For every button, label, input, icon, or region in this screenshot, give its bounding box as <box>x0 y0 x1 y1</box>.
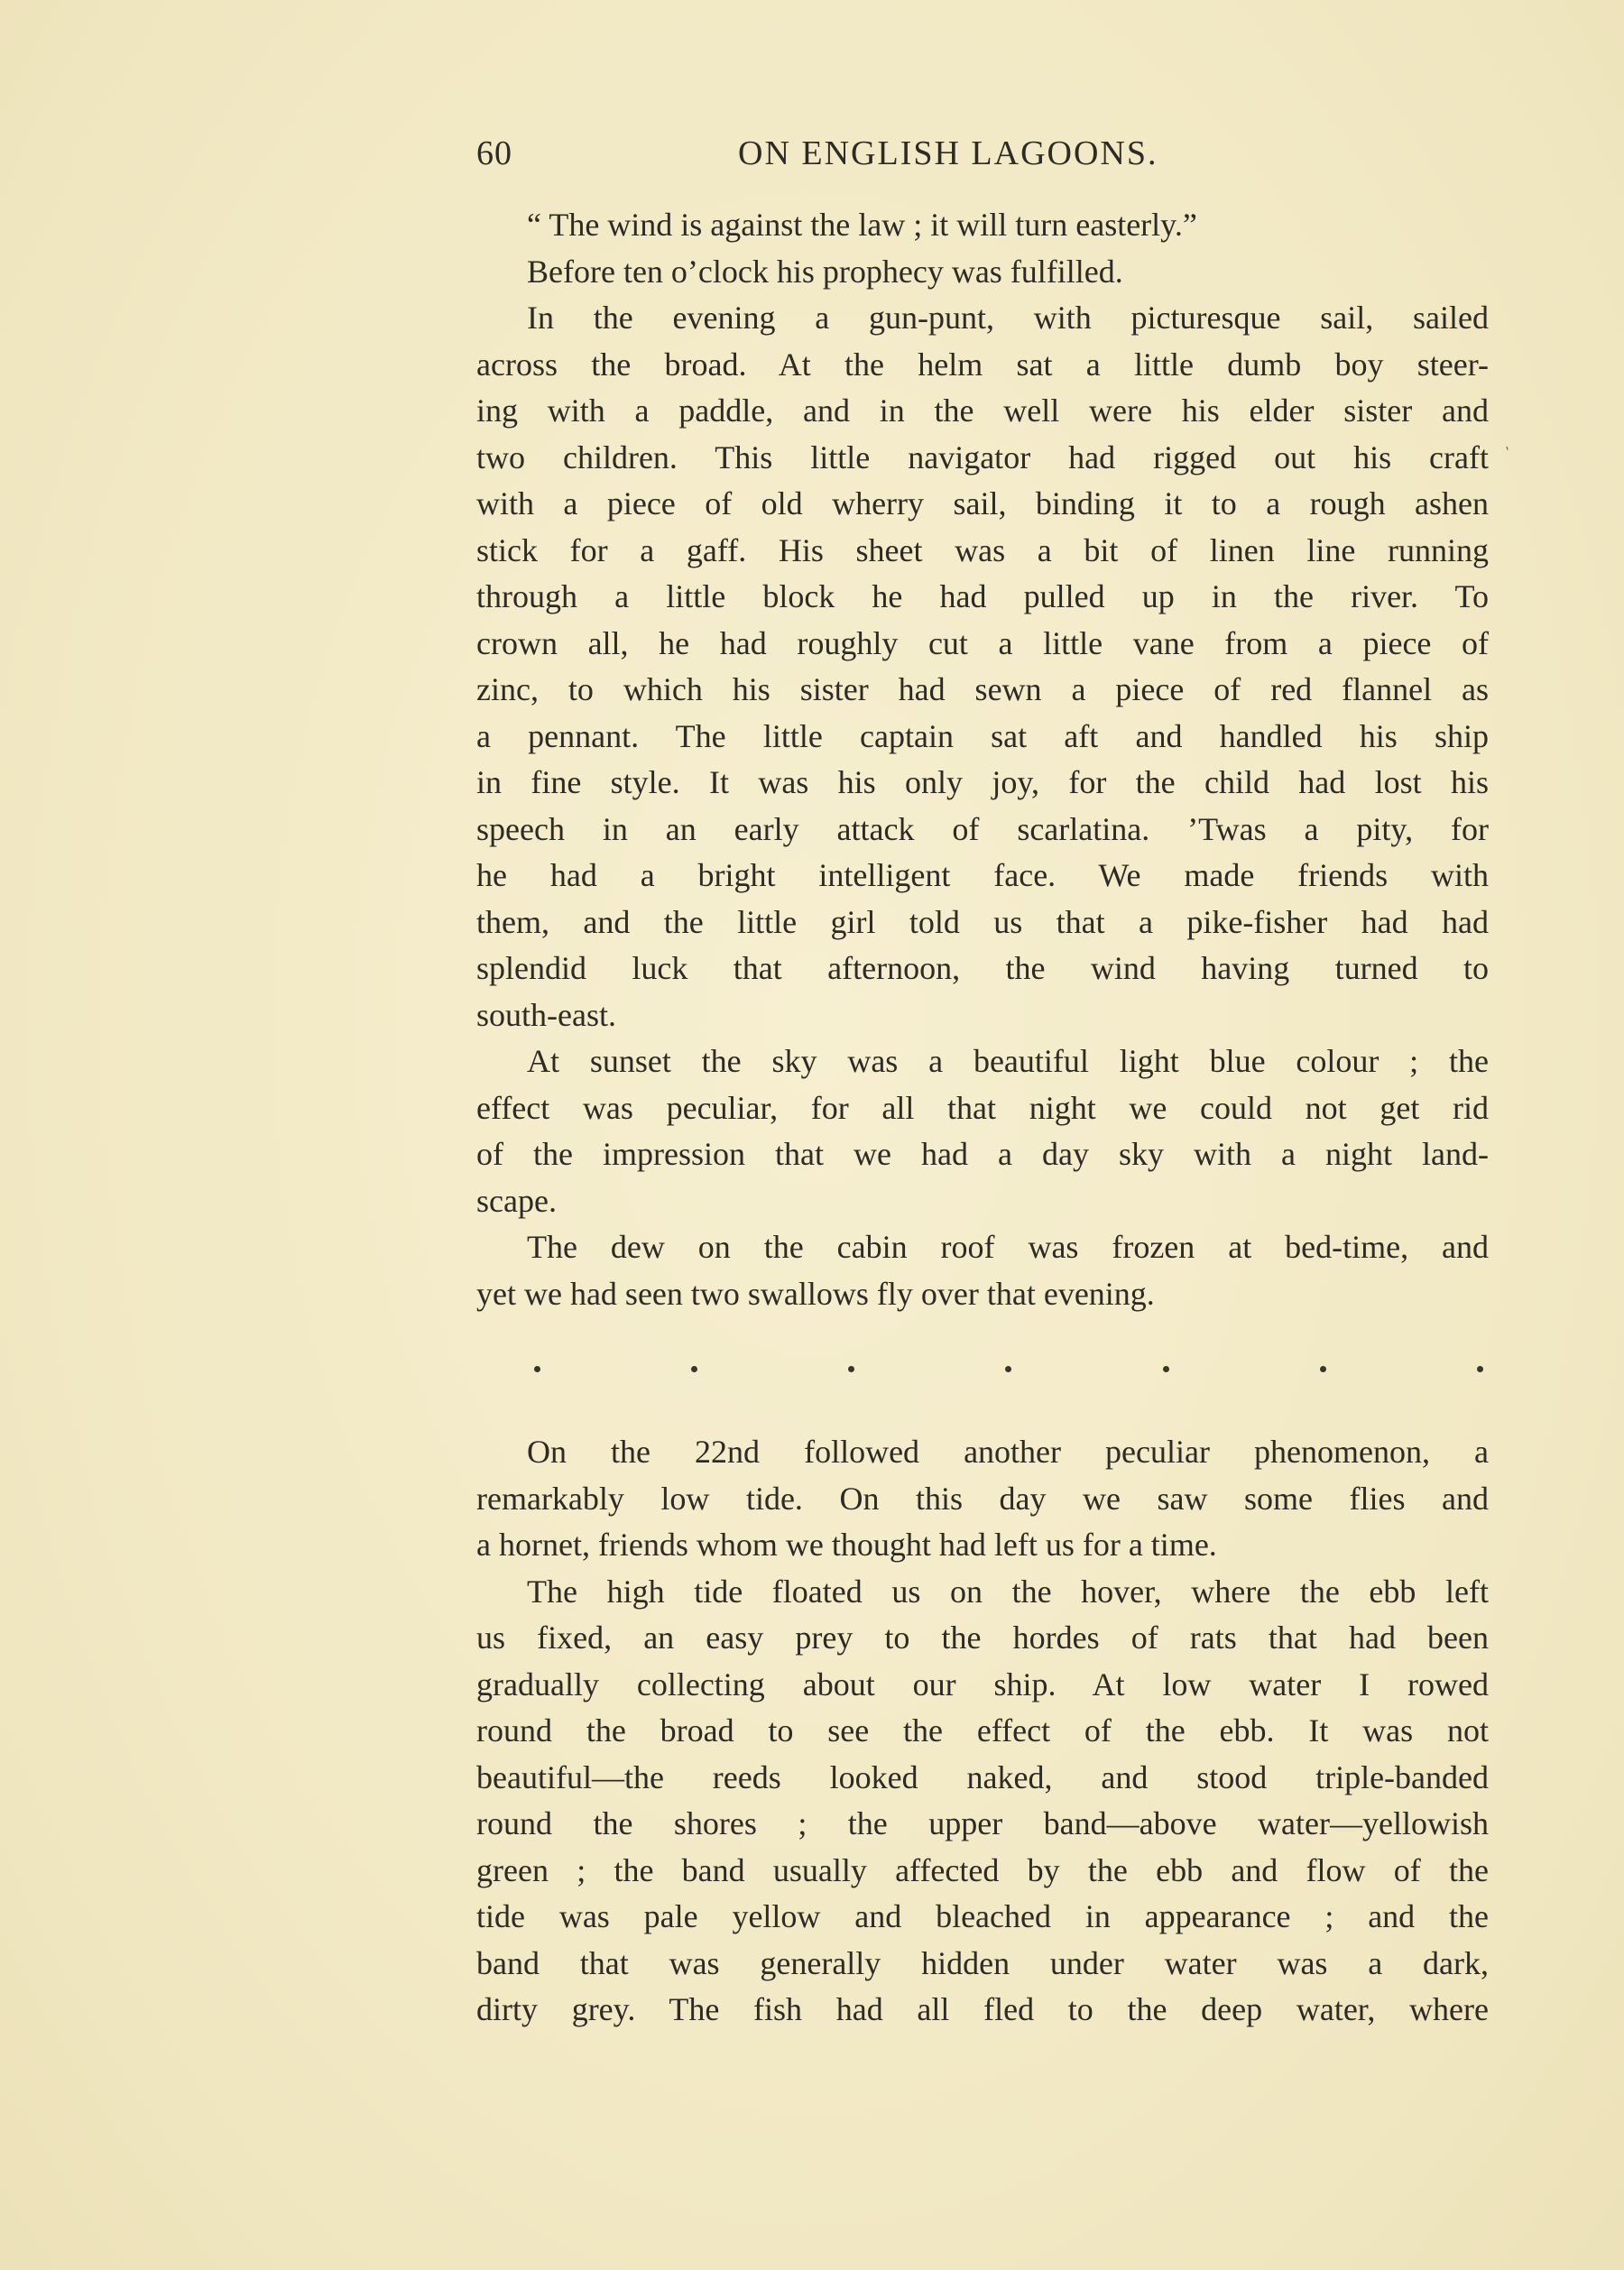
text-line: he had a bright intelligent face. We made friends with <box>476 857 1489 893</box>
dot <box>691 1366 697 1372</box>
dot <box>1320 1366 1326 1372</box>
text-line: beautiful—the reeds looked naked, and stood triple-banded <box>476 1758 1489 1795</box>
text-line: crown all, he had roughly cut a little vane from a piece of <box>476 624 1489 661</box>
body-text <box>476 202 1489 2034</box>
text-line: south-east. <box>476 996 616 1033</box>
text-line: In the evening a gun-punt, with picturesque sail, sailed <box>527 300 1489 336</box>
text-line: through a little block he had pulled up in the river. To <box>476 578 1489 614</box>
page-number: 60 <box>476 134 512 172</box>
text-line: The dew on the cabin roof was frozen at bed-time, and <box>527 1229 1489 1265</box>
text-line: green ; the band usually affected by the ebb and flow of the <box>476 1851 1489 1888</box>
dot <box>1005 1366 1011 1372</box>
text-line: At sunset the sky was a beautiful light blue colour ; the <box>527 1043 1489 1079</box>
dot <box>534 1366 540 1372</box>
text-line: dirty grey. The fish had all fled to the deep water, where <box>476 1991 1489 2027</box>
text-line: across the broad. At the helm sat a little dumb boy steer- <box>476 346 1489 383</box>
text-line: in fine style. It was his only joy, for the child had lost his <box>476 764 1489 800</box>
margin-mark: ˎ <box>1503 430 1521 452</box>
text-line: remarkably low tide. On this day we saw some flies and <box>476 1480 1489 1517</box>
text-line: a hornet, friends whom we thought had left us for a time. <box>476 1527 1217 1563</box>
text-section-after-break <box>476 1429 1489 2034</box>
text-line: two children. This little navigator had rigged out his craft <box>476 438 1489 475</box>
text-line: round the shores ; the upper band—above water—yellowish <box>476 1805 1489 1841</box>
text-line: stick for a gaff. His sheet was a bit of linen line running <box>476 531 1489 568</box>
text-line: On the 22nd followed another peculiar phenomenon, a <box>527 1434 1489 1470</box>
text-line: yet we had seen two swallows fly over that evening. <box>476 1275 1155 1312</box>
text-line: effect was peculiar, for all that night we could not get rid <box>476 1089 1489 1126</box>
text-line: gradually collecting about our ship. At low water I rowed <box>476 1666 1489 1702</box>
text-line: The high tide floated us on the hover, where the ebb left <box>527 1573 1489 1610</box>
text-line: scape. <box>476 1182 557 1219</box>
dot <box>1163 1366 1169 1372</box>
text-line: ing with a paddle, and in the well were his elder sister and <box>476 392 1489 429</box>
text-line: “ The wind is against the law ; it will turn easterly.” <box>527 207 1197 243</box>
text-line: them, and the little girl told us that a pike-fisher had had <box>476 903 1489 940</box>
text-line: band that was generally hidden under water was a dark, <box>476 1944 1489 1981</box>
text-line: speech in an early attack of scarlatina. ’Twas a pity, for <box>476 810 1489 847</box>
text-line: tide was pale yellow and bleached in appearance ; and the <box>476 1898 1489 1934</box>
text-line: a pennant. The little captain sat aft and handled his ship <box>476 717 1489 754</box>
text-line: round the broad to see the effect of the ebb. It was not <box>476 1712 1489 1749</box>
page-header <box>476 134 1489 179</box>
text-line: with a piece of old wherry sail, binding it to a rough ashen <box>476 485 1489 521</box>
running-head: ON ENGLISH LAGOONS. <box>738 134 1158 172</box>
dot <box>1477 1366 1483 1372</box>
section-break-dots <box>476 1328 1489 1409</box>
text-line: Before ten o’clock his prophecy was fulfilled. <box>527 253 1123 290</box>
dot <box>848 1366 854 1372</box>
text-line: us fixed, an easy prey to the hordes of rats that had been <box>476 1619 1489 1656</box>
text-line: splendid luck that afternoon, the wind having turned to <box>476 950 1489 986</box>
text-line: zinc, to which his sister had sewn a piece of red flannel as <box>476 671 1489 707</box>
text-section-before-break <box>476 202 1489 1317</box>
text-line: of the impression that we had a day sky with a night land- <box>476 1136 1489 1172</box>
